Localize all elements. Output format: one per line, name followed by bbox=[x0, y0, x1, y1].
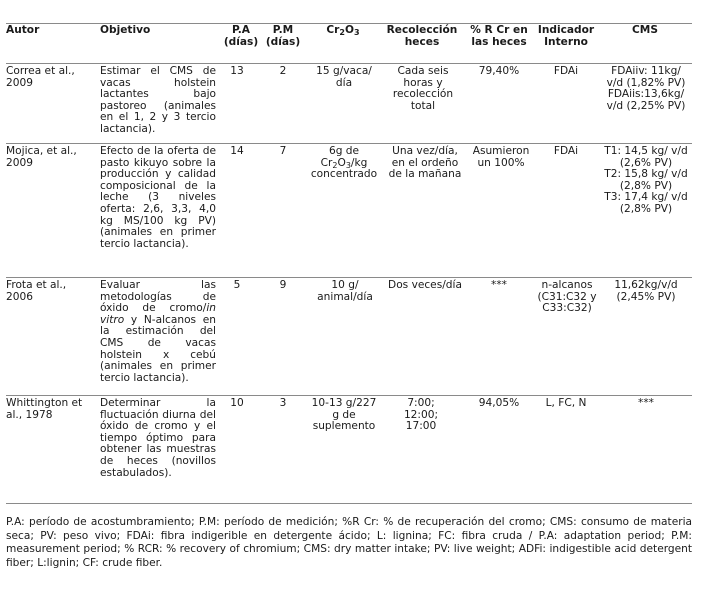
cms-value: FDAiiv: 11kg/ v/d (1,82% PV) bbox=[606, 65, 686, 89]
cell-recoleccion: 7:00; 12:00; 17:00 bbox=[403, 397, 439, 433]
cms-value: T2: 15,8 kg/ v/d (2,8% PV) bbox=[604, 168, 688, 192]
header-autor: Autor bbox=[6, 24, 40, 36]
cell-pm: 7 bbox=[279, 145, 287, 157]
header-indicador: Indicador Interno bbox=[537, 24, 595, 48]
cell-cms: *** bbox=[638, 397, 654, 409]
table-row bbox=[6, 146, 692, 281]
header-cms: CMS bbox=[632, 24, 658, 36]
cell-pm: 9 bbox=[279, 279, 287, 291]
cms-value: T3: 17,4 kg/ v/d (2,8% PV) bbox=[604, 191, 688, 215]
header-rule bbox=[6, 63, 692, 64]
cms-value: FDAiis:13,6kg/ v/d (2,25% PV) bbox=[606, 88, 686, 112]
cell-recoleccion: Cada seis horas y recolección total bbox=[392, 65, 454, 112]
row-rule bbox=[6, 143, 692, 144]
cell-pm: 3 bbox=[279, 397, 287, 409]
table-bottom-rule bbox=[6, 503, 692, 504]
cell-cr2o3: 10-13 g/227 g de suplemento bbox=[311, 397, 377, 433]
row-rule bbox=[6, 395, 692, 396]
cell-autor: Correa et al., 2009 bbox=[6, 65, 75, 89]
cell-rcr: *** bbox=[491, 279, 507, 291]
cell-cr2o3: 10 g/ animal/día bbox=[317, 279, 373, 303]
header-rcr: % R Cr en las heces bbox=[470, 24, 528, 48]
cell-objetivo: Estimar el CMS de vacas holstein lactantes bajo pastoreo (animales en el 1, 2 y 3 tercio lactancia). bbox=[100, 65, 216, 135]
cell-pm: 2 bbox=[279, 65, 287, 77]
cell-cms bbox=[604, 146, 688, 216]
cell-autor: Mojica, et al., 2009 bbox=[6, 145, 77, 169]
table-footnote: P.A: período de acostumbramiento; P.M: período de medición; %R Cr: % de recuperación del cromo; CMS: consumo de materia seca; PV: peso vivo; FDAi: fibra indigerible en detergente ácido; L: lignina; FC: fibra cruda / P.A: adaptation period; P.M: measurement period; % RCR: % recovery of chromium; CMS: dry matter intake; PV: live weight; ADFi: indigestible acid detergent fiber; L:lignin; CF: crude fiber. bbox=[6, 516, 692, 569]
cell-pa: 14 bbox=[230, 145, 244, 157]
cell-indicador: n-alcanos (C31:C32 y C33:C32) bbox=[537, 279, 597, 315]
cell-objetivo: Efecto de la oferta de pasto kikuyo sobre la producción y calidad composicional de la leche (3 niveles oferta: 2,6, 3,3, 4,0 kg MS/100 kg PV) (animales en primer tercio lactancia). bbox=[100, 145, 216, 250]
cell-rcr: 79,40% bbox=[478, 65, 520, 77]
cell-cr2o3: 6g de $Cr_2O_3/kg$ concentrado bbox=[310, 145, 378, 181]
cell-rcr: 94,05% bbox=[478, 397, 520, 409]
table-header-row bbox=[6, 25, 692, 61]
cell-objetivo: Determinar la fluctuación diurna del óxido de cromo y el tiempo óptimo para obtener las muestras de heces (novillos estabulados). bbox=[100, 397, 216, 479]
cell-cms bbox=[604, 66, 688, 112]
header-objetivo: Objetivo bbox=[100, 24, 151, 36]
row-rule bbox=[6, 277, 692, 278]
cell-autor: Whittington et al., 1978 bbox=[6, 397, 83, 421]
cell-cr2o3: 15 g/vaca/ día bbox=[316, 65, 372, 89]
cms-value: T1: 14,5 kg/ v/d (2,6% PV) bbox=[604, 145, 688, 169]
table-row bbox=[6, 398, 692, 502]
cell-pa: 10 bbox=[230, 397, 244, 409]
header-pa: P.A (días) bbox=[223, 24, 259, 48]
cell-autor: Frota et al., 2006 bbox=[6, 279, 67, 303]
cell-recoleccion: Dos veces/día bbox=[388, 279, 462, 291]
table-row bbox=[6, 66, 692, 142]
cell-pa: 13 bbox=[230, 65, 244, 77]
cell-objetivo: Evaluar las metodologías de óxido de cromo/in vitro y N-alcanos en la estimación del CMS de vacas holstein x cebú (animales en primer tercio lactancia). bbox=[100, 279, 216, 384]
cell-indicador: L, FC, N bbox=[545, 397, 587, 409]
cell-rcr: Asumieron un 100% bbox=[472, 145, 530, 169]
cell-indicador: FDAi bbox=[553, 65, 579, 77]
header-recoleccion: Recolección heces bbox=[386, 24, 458, 48]
cell-indicador: FDAi bbox=[553, 145, 579, 157]
table-row bbox=[6, 280, 692, 394]
header-cr2o3: $Cr_2O_3$ bbox=[326, 24, 360, 37]
cell-pa: 5 bbox=[233, 279, 241, 291]
header-pm: P.M (días) bbox=[265, 24, 301, 48]
cell-recoleccion: Una vez/día, en el ordeño de la mañana bbox=[388, 145, 462, 181]
cell-cms: 11,62kg/v/d (2,45% PV) bbox=[614, 279, 678, 303]
